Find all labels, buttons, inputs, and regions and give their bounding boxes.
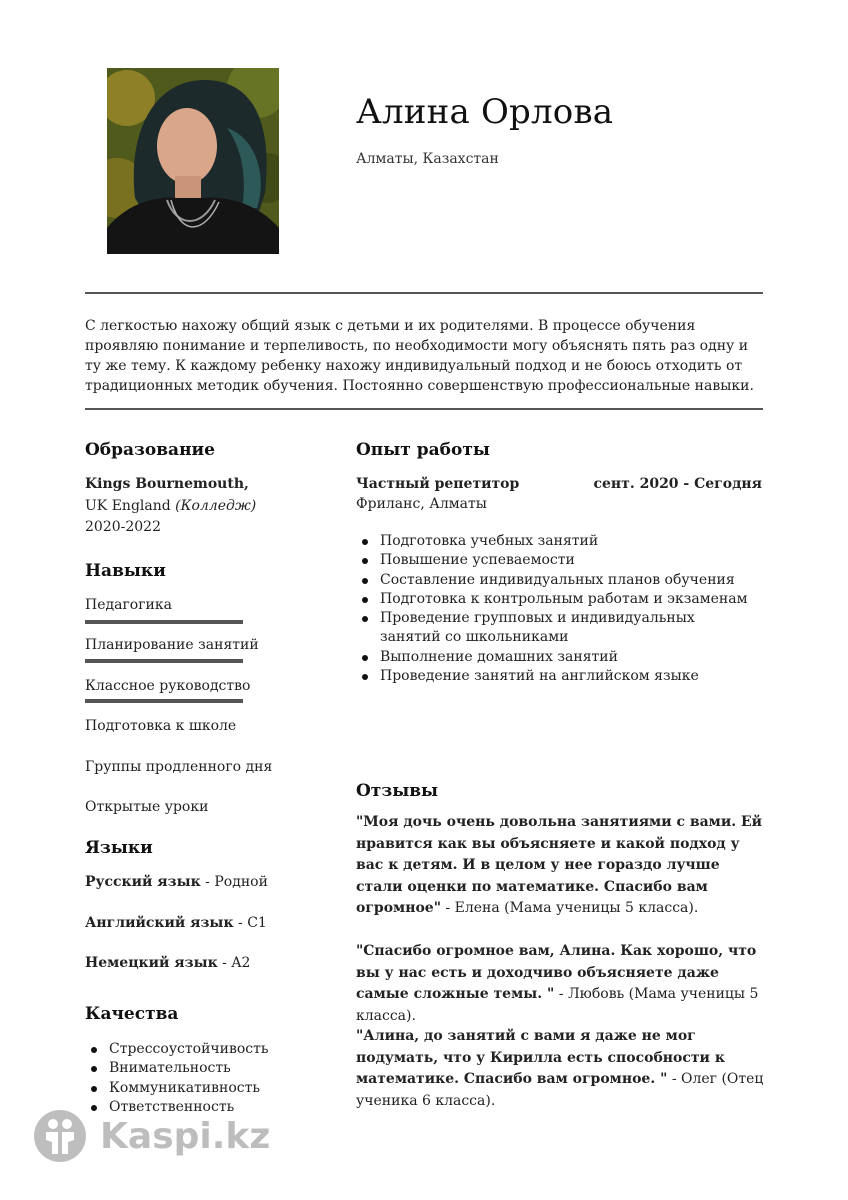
review-author: - Олег (Отец ученика 6 класса).: [356, 1071, 764, 1109]
divider-bottom: [85, 408, 763, 410]
skill-level-bar: [85, 659, 243, 663]
education-type: (Колледж): [175, 498, 257, 514]
language-level: - A2: [217, 955, 251, 971]
review-quote: "Моя дочь очень довольна занятиями с вами. Ей нравится как вы объясняете и какой подход у вас к детям. И в целом у нее гораздо лучше стали оценки по математике. Спасибо вам огромное": [356, 814, 763, 916]
divider-top: [85, 292, 763, 294]
language-name: Английский язык: [85, 915, 234, 931]
language-item: [85, 915, 267, 931]
summary-text: С легкостью нахожу общий язык с детьми и их родителями. В процессе обучения проявляю понимание и терпеливость, по необходимости могу объяснять пять раз одну и ту же тему. К каждому ребенку нахожу индивидуальный подход и не боюсь отходить от традиционных методик обучения. Постоянно совершенствую профессиональные навыки.: [85, 318, 754, 394]
skill-level-bar: [85, 699, 243, 703]
job-company: Фриланс, Алматы: [356, 496, 487, 512]
skill-item: Подготовка к школе: [85, 718, 237, 734]
duty-item: Проведение занятий на английском языке: [356, 667, 756, 686]
review-item: [356, 1026, 766, 1112]
review-item: [356, 812, 766, 920]
quality-item: Стрессоустойчивость: [85, 1040, 305, 1059]
qualities-list: [85, 1040, 305, 1117]
job-duties-list: [356, 532, 756, 686]
review-author: - Любовь (Мама ученицы 5 класса).: [356, 986, 759, 1024]
profile-photo: [107, 68, 279, 254]
language-name: Русский язык: [85, 874, 201, 890]
language-level: - Родной: [200, 874, 268, 890]
duty-item: Подготовка учебных занятий: [356, 532, 756, 551]
duty-item: Проведение групповых и индивидуальных занятий со школьниками: [356, 609, 756, 648]
education-place-line: [85, 498, 256, 514]
education-school: Kings Bournemouth,: [85, 476, 249, 492]
candidate-name: Алина Орлова: [356, 92, 614, 132]
duty-item: Составление индивидуальных планов обучения: [356, 571, 756, 590]
skill-item: Группы продленного дня: [85, 759, 273, 775]
skill-item: Классное руководство: [85, 678, 251, 694]
skill-level-bar: [85, 620, 243, 624]
education-heading: Образование: [85, 440, 215, 460]
language-item: [85, 955, 250, 971]
duty-item: Подготовка к контрольным работам и экзаменам: [356, 590, 756, 609]
job-position: Частный репетитор: [356, 476, 520, 492]
duty-item: Выполнение домашних занятий: [356, 648, 756, 667]
language-item: [85, 874, 268, 890]
candidate-location: Алматы, Казахстан: [356, 151, 499, 167]
job-dates: сент. 2020 - Сегодня: [593, 476, 762, 492]
watermark-text: Kaspi.kz: [100, 1115, 271, 1157]
quality-item: Внимательность: [85, 1059, 305, 1078]
language-name: Немецкий язык: [85, 955, 218, 971]
reviews-heading: Отзывы: [356, 781, 439, 801]
quality-item: Ответственность: [85, 1098, 305, 1117]
skill-item: Открытые уроки: [85, 799, 209, 815]
skill-item: Педагогика: [85, 597, 172, 613]
quality-item: Коммуникативность: [85, 1079, 305, 1098]
qualities-heading: Качества: [85, 1004, 179, 1024]
experience-heading: Опыт работы: [356, 440, 490, 460]
skill-item: Планирование занятий: [85, 637, 259, 653]
watermark: [34, 1110, 270, 1162]
review-quote: "Алина, до занятий с вами я даже не мог подумать, что у Кирилла есть способности к математике. Спасибо вам огромное. ": [356, 1028, 725, 1087]
languages-heading: Языки: [85, 838, 153, 858]
kaspi-logo-icon: [34, 1110, 86, 1162]
review-quote: "Спасибо огромное вам, Алина. Как хорошо, что вы у нас есть и доходчиво объясняете даже самые сложные темы. ": [356, 943, 757, 1002]
language-level: - C1: [233, 915, 267, 931]
education-place: UK England: [85, 498, 171, 514]
review-author: - Елена (Мама ученицы 5 класса).: [441, 900, 699, 916]
education-years: 2020-2022: [85, 519, 161, 535]
review-item: [356, 941, 766, 1027]
duty-item: Повышение успеваемости: [356, 551, 756, 570]
skills-heading: Навыки: [85, 561, 166, 581]
